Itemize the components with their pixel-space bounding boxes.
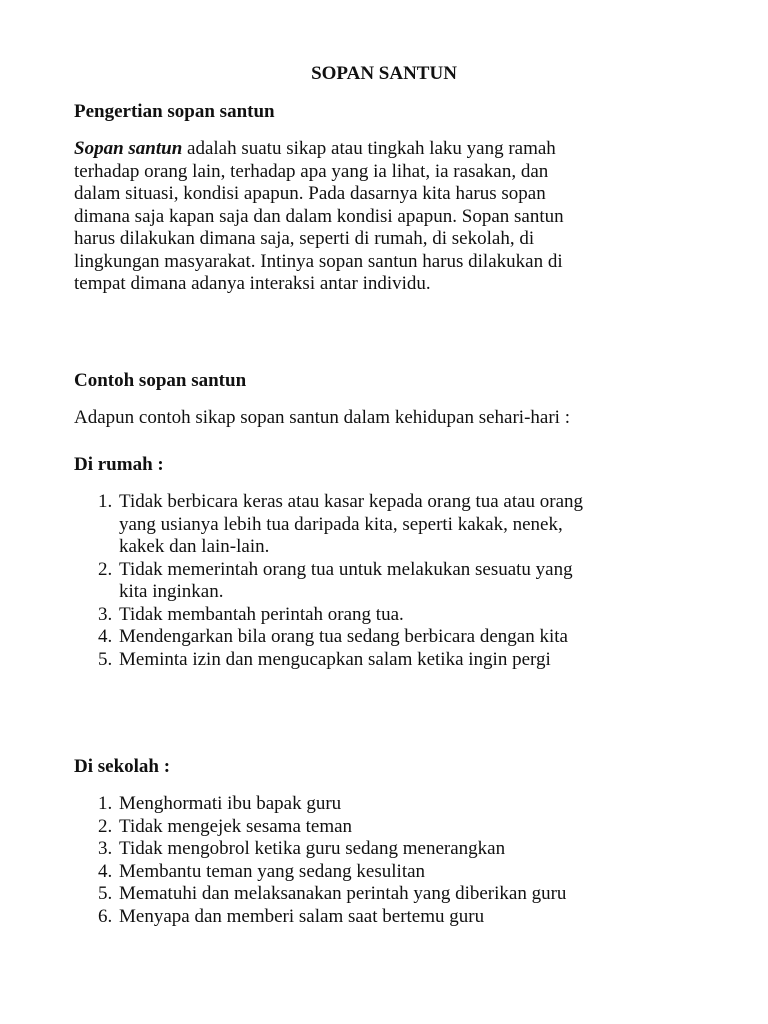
list-number: 3.	[98, 603, 113, 625]
paragraph-line: harus dilakukan dimana saja, seperti di rumah, di sekolah, di	[74, 228, 535, 249]
list-item: 1. Menghormati ibu bapak guru	[98, 793, 342, 814]
examples-heading: Contoh sopan santun	[74, 370, 247, 391]
paragraph-line: dalam situasi, kondisi apapun. Pada dasarnya kita harus sopan	[74, 183, 546, 204]
paragraph-line: tempat dimana adanya interaksi antar individu.	[74, 273, 431, 294]
school-heading: Di sekolah :	[74, 756, 171, 777]
list-number: 6.	[98, 905, 113, 927]
lead-term: Sopan santun	[74, 138, 183, 159]
list-item: 2. Tidak mengejek sesama teman	[98, 815, 353, 837]
definition-heading: Pengertian sopan santun	[74, 101, 275, 122]
home-heading: Di rumah :	[74, 454, 164, 475]
list-item: 6. Menyapa dan memberi salam saat bertemu guru	[98, 905, 485, 927]
list-number: 5.	[98, 648, 113, 670]
list-item: 1. Tidak berbicara keras atau kasar kepada orang tua atau orang yang usianya lebih tua daripada kita, seperti kakak, nenek, kakek dan lain-lain.	[98, 491, 584, 557]
home-list	[74, 491, 583, 671]
list-item: 4. Mendengarkan bila orang tua sedang berbicara dengan kita	[98, 626, 568, 647]
paragraph-line: Sopan santun adalah suatu sikap atau tingkah laku yang ramah	[74, 138, 556, 159]
list-item: 4. Membantu teman yang sedang kesulitan	[98, 860, 426, 882]
paragraph-line: dimana saja kapan saja dan dalam kondisi apapun. Sopan santun	[74, 205, 564, 227]
list-number: 4.	[98, 860, 113, 882]
list-number: 5.	[98, 883, 113, 904]
examples-intro: Adapun contoh sikap sopan santun dalam kehidupan sehari-hari :	[74, 407, 570, 428]
list-number: 3.	[98, 838, 113, 859]
list-number: 1.	[98, 491, 113, 512]
document-title: SOPAN SANTUN	[311, 63, 457, 84]
list-item: 3. Tidak membantah perintah orang tua.	[98, 603, 404, 625]
list-number: 1.	[98, 793, 113, 814]
paragraph-line: lingkungan masyarakat. Intinya sopan santun harus dilakukan di	[74, 250, 563, 272]
school-list	[74, 793, 566, 928]
list-item: 2. Tidak memerintah orang tua untuk melakukan sesuatu yang kita inginkan.	[98, 558, 573, 602]
list-number: 2.	[98, 558, 113, 580]
list-number: 2.	[98, 815, 113, 837]
list-number: 4.	[98, 626, 113, 647]
list-item: 5. Meminta izin dan mengucapkan salam ketika ingin pergi	[98, 648, 551, 670]
list-item: 3. Tidak mengobrol ketika guru sedang menerangkan	[98, 838, 506, 859]
definition-paragraph	[74, 138, 714, 296]
list-item: 5. Mematuhi dan melaksanakan perintah yang diberikan guru	[98, 883, 567, 904]
paragraph-line: terhadap orang lain, terhadap apa yang ia lihat, ia rasakan, dan	[74, 160, 549, 182]
